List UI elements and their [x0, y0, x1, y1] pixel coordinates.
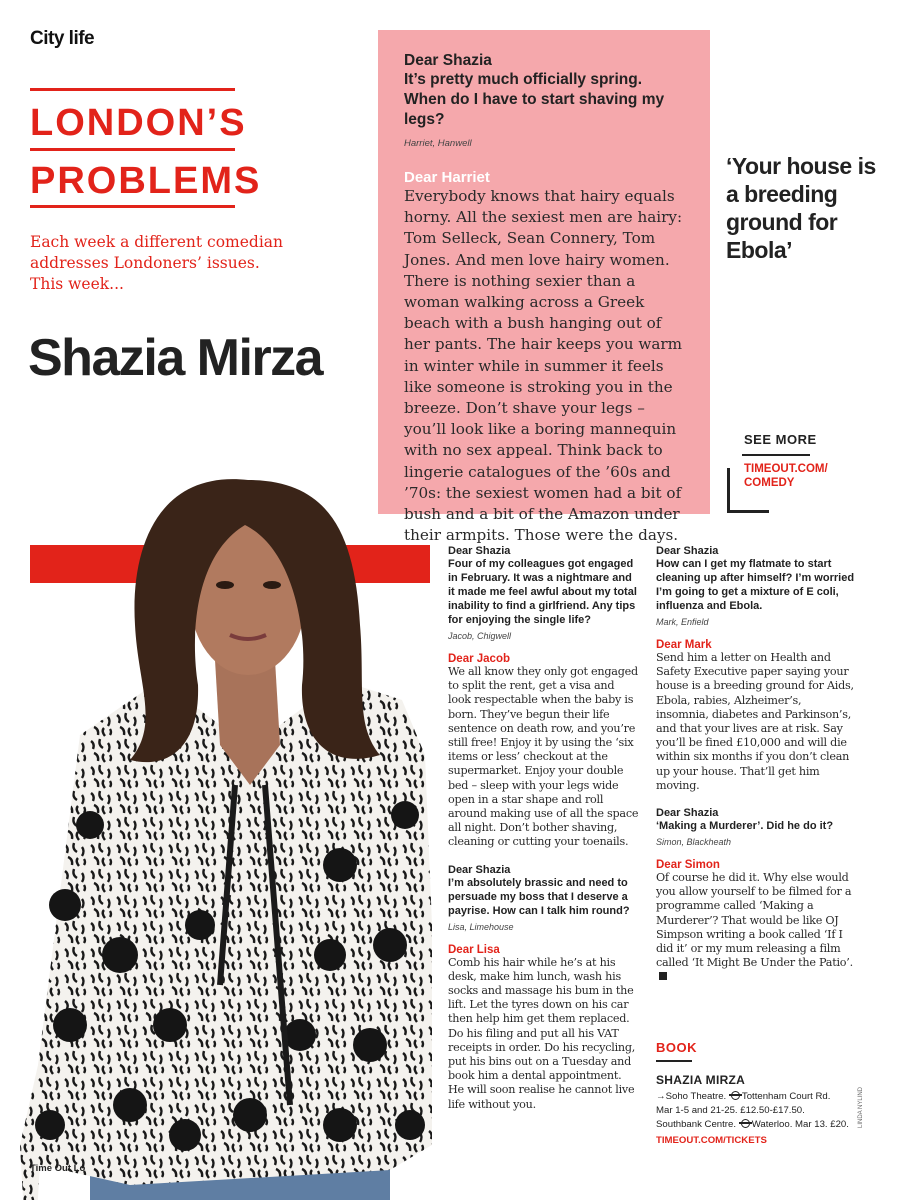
photo-credit: LINDA NYLIND — [858, 1086, 864, 1128]
title-rule-middle — [30, 148, 235, 151]
show-name: SHAZIA MIRZA — [656, 1073, 746, 1087]
featured-reply-text: Everybody knows that hairy equals horny. All the sexiest men are hairy: Tom Selleck, Sean Connery, Tom Jones. And men love hairy women. There is nothing sexier than a woman walking across a Greek beach with a bush hanging out of her pants. The hair keeps you warm in winter while in summer it feels like someone is stroking you in the breeze. Don’t shave your legs – you’ll look like a boring mannequin with no sex appeal. Think back to lingerie catalogues of the ’60s and ’70s: the sexiest women had a bit of bush and a bit of the Amazon under their armpits. Those were the days. — [404, 187, 683, 545]
book-divider — [656, 1060, 692, 1062]
see-more-label: SEE MORE — [744, 432, 817, 447]
letter-question: How can I get my flatmate to start cleaning up after himself? I’m worried I’m going to get a mixture of E coli, influenza and Ebola. — [656, 558, 855, 612]
title-rule-bottom — [30, 205, 235, 208]
tickets-link[interactable]: TIMEOUT.COM/TICKETS — [656, 1135, 767, 1146]
end-of-article-mark — [659, 972, 667, 980]
venue-soho-name: Soho Theatre. — [665, 1091, 727, 1102]
reply-salutation: Dear Lisa — [448, 943, 500, 956]
venue-southbank-name: Southbank Centre. — [656, 1119, 737, 1130]
venue-soho-dates: Mar 1-5 and 21-25. £12.50-£17.50. — [656, 1105, 805, 1116]
letter-salutation: Dear Shazia — [656, 545, 719, 557]
letter-block — [448, 864, 640, 1112]
reply-salutation: Dear Jacob — [448, 653, 511, 665]
letter-signoff: Simon, Blackheath — [656, 837, 732, 848]
title-rule-top — [30, 88, 235, 91]
letter-salutation: Dear Shazia — [448, 863, 511, 876]
letter-block — [656, 545, 856, 793]
intro-text: Each week a different comedian addresses Londoners’ issues. This week... — [30, 233, 284, 293]
underground-icon — [731, 1091, 740, 1100]
corner-bracket-graphic — [727, 468, 769, 513]
featured-letter-salutation: Dear Shazia — [404, 52, 492, 69]
featured-letter-question: It’s pretty much officially spring. When do I have to start shaving my legs? — [404, 71, 665, 128]
letters-column-right — [656, 545, 856, 985]
comedian-portrait-photo — [10, 425, 432, 1200]
letter-signoff: Lisa, Limehouse — [448, 921, 514, 932]
reply-text-content: Of course he did it. Why else would you allow yourself to be filmed for a programme called ‘Making a Murderer’? That would be like OJ Simpson writing a book called ‘If I did it’ or my mum releasing a film called ‘It Might Be Under the Patio’. — [656, 871, 853, 970]
reply-text: Send him a letter on Health and Safety Executive paper saying your house is a breeding ground for Aids, Ebola, rabies, Alzheimer’s, insomnia, diabetes and Parkinson’s, and that your lives are at risk. Say you’ll be fined £10,000 and will die within six months if you don’t clean up your house. That’ll get him moving. — [656, 651, 854, 792]
left-eye — [216, 581, 234, 589]
letter-question: Four of my colleagues got engaged in February. It was a nightmare and it made me feel awful about my total inability to find a girlfriend. Any tips for enjoying the single life? — [448, 558, 637, 626]
section-label: City life — [30, 28, 95, 49]
letter-block — [656, 807, 856, 985]
see-more-link[interactable]: TIMEOUT.COM/ COMEDY — [744, 463, 828, 489]
letter-signoff: Mark, Enfield — [656, 617, 709, 627]
letter-signoff: Jacob, Chigwell — [448, 631, 512, 641]
underground-icon — [741, 1119, 750, 1128]
footer-text: Time Out Lo — [30, 1163, 86, 1174]
letter-salutation: Dear Shazia — [448, 545, 511, 557]
featured-reply-salutation: Dear Harriet — [404, 169, 490, 186]
reply-text — [656, 871, 856, 985]
reply-salutation: Dear Simon — [656, 859, 720, 872]
venue-soho — [656, 1090, 856, 1103]
reply-text: Comb his hair while he’s at his desk, make him lunch, wash his socks and massage his bum in the lift. Let the tyres down on his car then help him get them replaced. Do his filing and put all his VAT receipts in order. Do his recycling, put his bins out on a Tuesday and book him a dental appointment. He will soon realise he cannot live life without you. — [448, 955, 636, 1111]
letter-salutation: Dear Shazia — [656, 807, 719, 820]
book-label: BOOK — [656, 1040, 697, 1055]
page-title-line-1: LONDON’S — [30, 102, 247, 144]
comedian-name: Shazia Mirza — [28, 329, 323, 387]
arrow-right-icon: → — [656, 1091, 666, 1102]
reply-text: We all know they only got engaged to split the rent, get a visa and look respectable when the baby is born. They’ve begun their life sentence on death row, and you’re still free! Enjoy it by using the ‘six items or less’ checkout at the supermarket. Enjoy your double bed – sleep with your legs wide open in a star shape and roll around making use of all the space all night. Don’t bother shaving, cleaning or cutting your toenails. — [448, 665, 639, 849]
featured-letter-signoff: Harriet, Hanwell — [404, 138, 472, 149]
reply-salutation: Dear Mark — [656, 639, 712, 651]
see-more-divider — [742, 454, 810, 456]
letter-block — [448, 545, 640, 850]
letter-question: ‘Making a Murderer’. Did he do it? — [656, 820, 834, 833]
page-title-line-2: PROBLEMS — [30, 160, 262, 202]
venue-soho-station: Tottenham Court Rd. — [741, 1091, 831, 1102]
letters-column-left — [448, 545, 640, 1112]
pull-quote: ‘Your house is a breeding ground for Ebola’ — [726, 153, 876, 263]
venue-southbank — [656, 1118, 856, 1131]
venue-southbank-details: Waterloo. Mar 13. £20. — [751, 1119, 849, 1130]
letter-question: I’m absolutely brassic and need to persuade my boss that I deserve a payrise. How can I talk him round? — [448, 876, 630, 917]
right-eye — [263, 581, 281, 589]
